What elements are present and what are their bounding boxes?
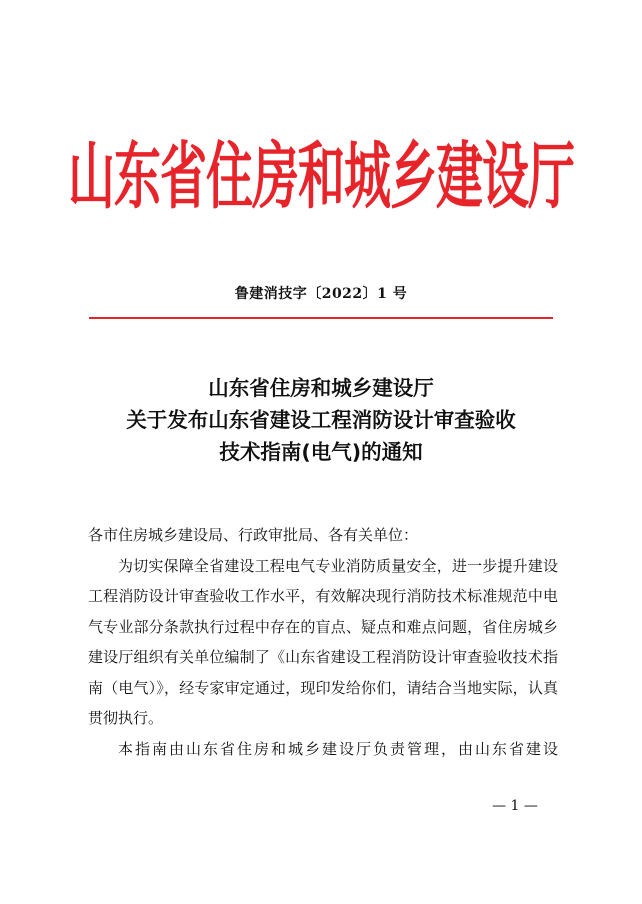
title-line-2: 关于发布山东省建设工程消防设计审查验收: [126, 408, 516, 432]
salutation: 各市住房城乡建设局、行政审批局、各有关单位：: [88, 526, 419, 544]
page-number: — 1 —: [492, 798, 538, 814]
document-number: 鲁建消技字〔2022〕1 号: [234, 286, 408, 302]
title-line-3: 技术指南(电气)的通知: [219, 440, 423, 464]
body-paragraph-2: 本指南由山东省住房和城乡建设厅负责管理，由山东省建设: [118, 739, 558, 758]
masthead-text: 山东省住房和城乡建设厅: [68, 134, 574, 220]
body-paragraph-1: 为切实保障全省建设工程电气专业消防质量安全，进一步提升建设工程消防设计审查验收工作水平，有效解决现行消防技术标准规范中电气专业部分条款执行过程中存在的盲点、疑点和难点问题，省住房城乡建设厅组织有关单位编制了《山东省建设工程消防设计审查验收技术指南（电气）》，经专家审定通过，现印发给你们，请结合当地实际，认真贯彻执行。: [88, 556, 558, 727]
notice-body: [88, 520, 558, 764]
masthead-title: [60, 132, 582, 224]
red-divider-line: [89, 317, 553, 319]
title-line-1: 山东省住房和城乡建设厅: [208, 376, 434, 400]
notice-title: [80, 372, 562, 468]
